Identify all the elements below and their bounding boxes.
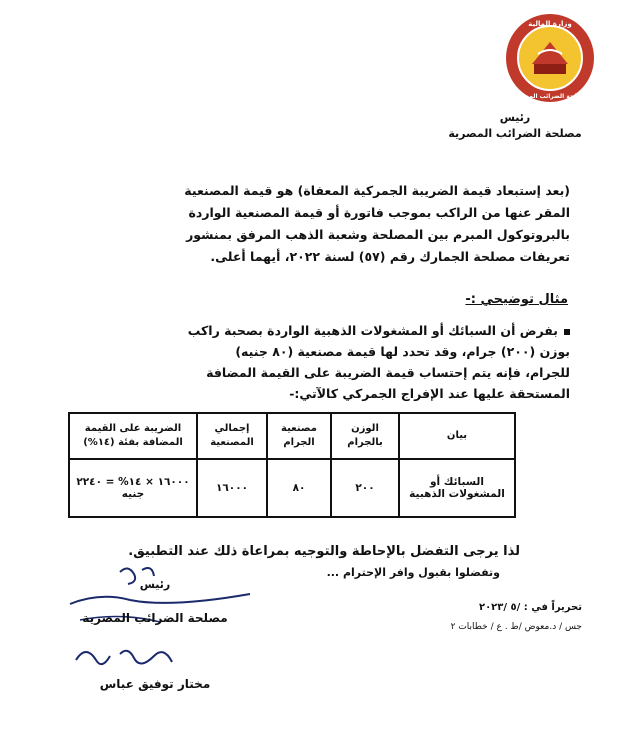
letterhead-line-1: رئيس	[499, 111, 531, 124]
example-line: المستحقة عليها عند الإفراج الجمركي كالآتي:-	[289, 386, 570, 401]
example-paragraph	[70, 320, 570, 404]
paragraph-line: بالبروتوكول المبرم بين المصلحة وشعبة الذهب المرفق بمنشور	[186, 227, 570, 242]
signature-org: مصلحة الضرائب المصرية	[82, 611, 228, 625]
table-header-cell: الضريبة على القيمة المضافة بفئة (١٤%)	[69, 413, 197, 459]
closing-salutation: وتفضلوا بقبول وافر الإحترام ...	[326, 566, 500, 579]
closing-request: لذا يرجى التفضل بالإحاطة والتوجيه بمراعاة ذلك عند التطبيق.	[128, 544, 520, 559]
table-header-cell: إجمالي المصنعية	[197, 413, 267, 459]
paragraph-line: (بعد إستبعاد قيمة الضريبة الجمركية المعفاة) هو قيمة المصنعية	[184, 183, 570, 198]
example-heading: مثال توضيحي :-	[465, 292, 568, 307]
calculation-table	[68, 412, 516, 518]
table-cell: السبائك أو المشغولات الذهبية	[399, 459, 515, 517]
letterhead-title	[440, 110, 590, 142]
table-cell: ١٦٠٠٠ × ١٤% = ٢٢٤٠ جنيه	[69, 459, 197, 517]
table-cell: ٨٠	[267, 459, 331, 517]
signature-title: رئيس	[139, 578, 171, 591]
example-line: للجرام، فإنه يتم إحتساب قيمة الضريبة على القيمة المضافة	[206, 365, 570, 380]
letterhead-line-2: مصلحة الضرائب المصرية	[448, 127, 582, 140]
example-line-1	[70, 320, 570, 341]
table-row	[69, 459, 515, 517]
handwritten-initials	[70, 640, 260, 680]
reference-code: جس / د.معوض /ط . ع / خطابات ٢	[450, 622, 582, 632]
bullet-icon	[564, 329, 570, 335]
logo-top-text: وزارة المالية	[528, 20, 572, 28]
written-date: تحريراً في : /٥ /٢٠٢٣	[478, 602, 582, 613]
table-header-row	[69, 413, 515, 459]
table-cell: ١٦٠٠٠	[197, 459, 267, 517]
table-header-cell: مصنعية الجرام	[267, 413, 331, 459]
table-header-cell: بيان	[399, 413, 515, 459]
example-line: بوزن (٢٠٠) جرام، وقد تحدد لها قيمة مصنعية (٨٠ جنيه)	[235, 344, 570, 359]
paragraph-line: المقر عنها من الراكب بموجب فاتورة أو قيمة المصنعية الواردة	[188, 205, 570, 220]
signature-name: مختار توفيق عباس	[99, 677, 211, 691]
logo-bottom-text: مصلحة الضرائب المصرية	[513, 93, 587, 100]
example-line-text: بفرض أن السبائك أو المشغولات الذهبية الواردة بصحبة راكب	[187, 323, 558, 338]
ministry-seal-logo	[504, 12, 596, 104]
paragraph-line: تعريفات مصلحة الجمارك رقم (٥٧) لسنة ٢٠٢٢، أيهما أعلى.	[210, 249, 570, 264]
main-paragraph	[70, 180, 570, 268]
table-header-cell: الوزن بالجرام	[331, 413, 399, 459]
table-cell: ٢٠٠	[331, 459, 399, 517]
